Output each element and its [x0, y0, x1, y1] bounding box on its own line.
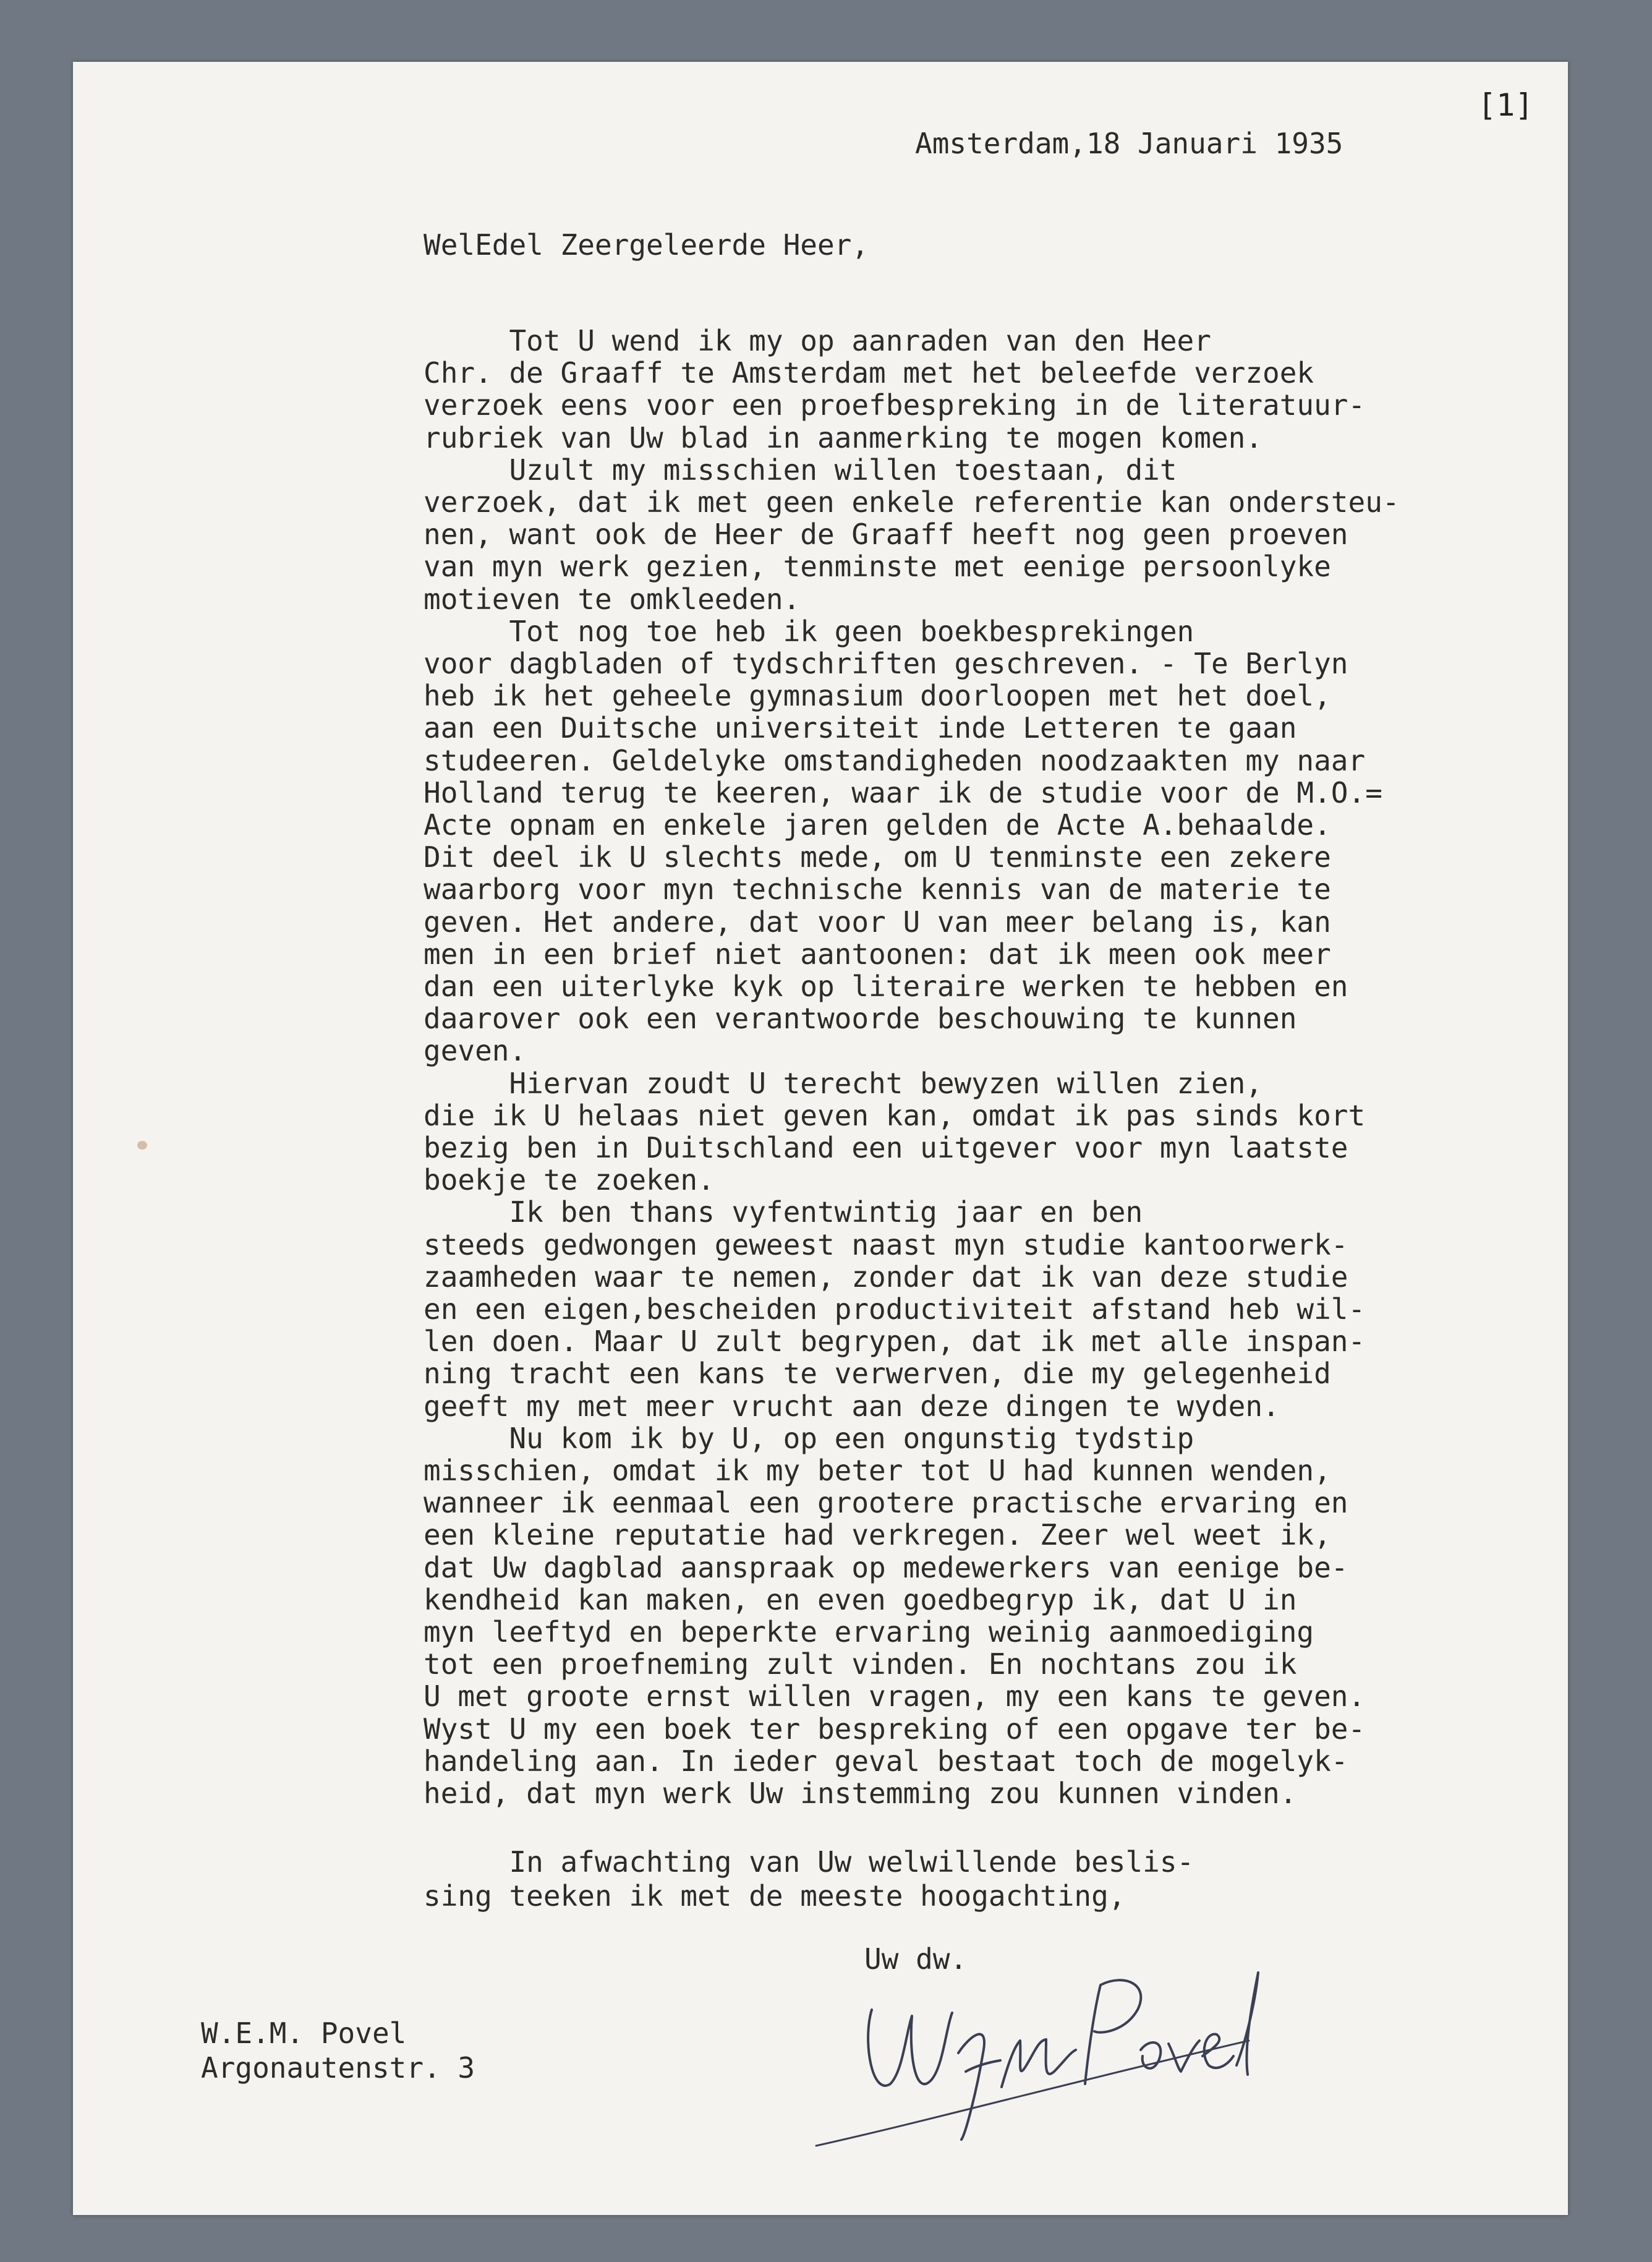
body-line: voor dagbladen of tydschriften geschreven. - Te Berlyn	[424, 647, 1348, 680]
body-line: geven.	[424, 1034, 527, 1068]
body-line: Chr. de Graaff te Amsterdam met het beleefde verzoek	[424, 356, 1314, 390]
body-line: verzoek, dat ik met geen enkele referentie kan ondersteu-	[424, 485, 1400, 519]
body-line: daarover ook een verantwoorde beschouwing te kunnen	[424, 1002, 1297, 1036]
body-line: dat Uw dagblad aanspraak op medewerkers van eenige be-	[424, 1550, 1348, 1584]
body-line: Acte opnam en enkele jaren gelden de Acte A.behaalde.	[424, 808, 1331, 842]
body-line: motieven te omkleeden.	[424, 582, 801, 616]
body-line: Hiervan zoudt U terecht bewyzen willen zien,	[424, 1066, 1263, 1100]
body-line: dan een uiterlyke kyk op literaire werken te hebben en	[424, 970, 1348, 1003]
body-line: studeeren. Geldelyke omstandigheden noodzaakten my naar	[424, 743, 1366, 777]
sender-name: W.E.M. Povel	[201, 2017, 407, 2050]
body-line: Uzult my misschien willen toestaan, dit	[424, 453, 1177, 487]
closing-line: sing teeken ik met de meeste hoogachting,	[424, 1879, 1126, 1913]
body-line: nen, want ook de Heer de Graaff heeft nog geen proeven	[424, 518, 1348, 552]
body-line: van myn werk gezien, tenminste met eenige persoonlyke	[424, 550, 1331, 584]
body-line: wanneer ik eenmaal een grootere practische ervaring en	[424, 1486, 1348, 1520]
body-line: Holland terug te keeren, waar ik de studie voor de M.O.=	[424, 775, 1382, 809]
body-line: kendheid kan maken, en even goedbegryp ik, dat U in	[424, 1582, 1297, 1616]
body-line: Tot nog toe heb ik geen boekbesprekingen	[424, 614, 1194, 648]
place-date: Amsterdam,18 Januari 1935	[915, 127, 1343, 160]
handwritten-signature	[804, 1948, 1274, 2152]
body-line: verzoek eens voor een proefbespreking in de literatuur-	[424, 388, 1366, 422]
body-line: myn leeftyd en beperkte ervaring weinig aanmoediging	[424, 1615, 1314, 1649]
body-line: boekje te zoeken.	[424, 1163, 715, 1197]
body-line: heid, dat myn werk Uw instemming zou kunnen vinden.	[424, 1777, 1297, 1810]
body-line: Nu kom ik by U, op een ongunstig tydstip	[424, 1421, 1194, 1455]
salutation: WelEdel Zeergeleerde Heer,	[424, 228, 869, 262]
body-line: men in een brief niet aantoonen: dat ik meen ook meer	[424, 937, 1331, 971]
body-line: ning tracht een kans te verwerven, die my gelegenheid	[424, 1357, 1331, 1391]
body-line: zaamheden waar te nemen, zonder dat ik van deze studie	[424, 1260, 1348, 1294]
body-line: Tot U wend ik my op aanraden van den Heer	[424, 324, 1211, 357]
body-line: misschien, omdat ik my beter tot U had kunnen wenden,	[424, 1454, 1331, 1487]
closing-line: In afwachting van Uw welwillende beslis-	[424, 1845, 1194, 1879]
body-line: Ik ben thans vyfentwintig jaar en ben	[424, 1195, 1143, 1229]
body-line: Dit deel ik U slechts mede, om U tenminste een zekere	[424, 840, 1331, 874]
body-line: Wyst U my een boek ter bespreking of een opgave ter be-	[424, 1712, 1366, 1746]
archive-mark: [1]	[1478, 87, 1534, 123]
body-line: heb ik het geheele gymnasium doorloopen met het doel,	[424, 679, 1331, 713]
body-line: bezig ben in Duitschland een uitgever voor myn laatste	[424, 1131, 1348, 1164]
paper-stain	[137, 1141, 147, 1150]
body-line: een kleine reputatie had verkregen. Zeer wel weet ik,	[424, 1518, 1331, 1552]
sender-address: Argonautenstr. 3	[201, 2051, 475, 2085]
body-line: waarborg voor myn technische kennis van de materie te	[424, 873, 1331, 907]
body-line: handeling aan. In ieder geval bestaat toch de mogelyk-	[424, 1744, 1348, 1778]
body-line: steeds gedwongen geweest naast myn studie kantoorwerk-	[424, 1227, 1348, 1261]
body-line: tot een proefneming zult vinden. En nochtans zou ik	[424, 1647, 1297, 1681]
valediction: Uw dw.	[864, 1942, 968, 1976]
body-line: geven. Het andere, dat voor U van meer belang is, kan	[424, 905, 1331, 939]
body-line: die ik U helaas niet geven kan, omdat ik pas sinds kort	[424, 1098, 1366, 1132]
body-line: U met groote ernst willen vragen, my een kans te geven.	[424, 1679, 1366, 1714]
body-line: geeft my met meer vrucht aan deze dingen te wyden.	[424, 1389, 1280, 1423]
body-line: aan een Duitsche universiteit inde Letteren te gaan	[424, 711, 1297, 745]
body-line: rubriek van Uw blad in aanmerking te mogen komen.	[424, 420, 1263, 455]
body-line: len doen. Maar U zult begrypen, dat ik met alle inspan-	[424, 1325, 1366, 1359]
body-line: en een eigen,bescheiden productiviteit afstand heb wil-	[424, 1292, 1366, 1326]
